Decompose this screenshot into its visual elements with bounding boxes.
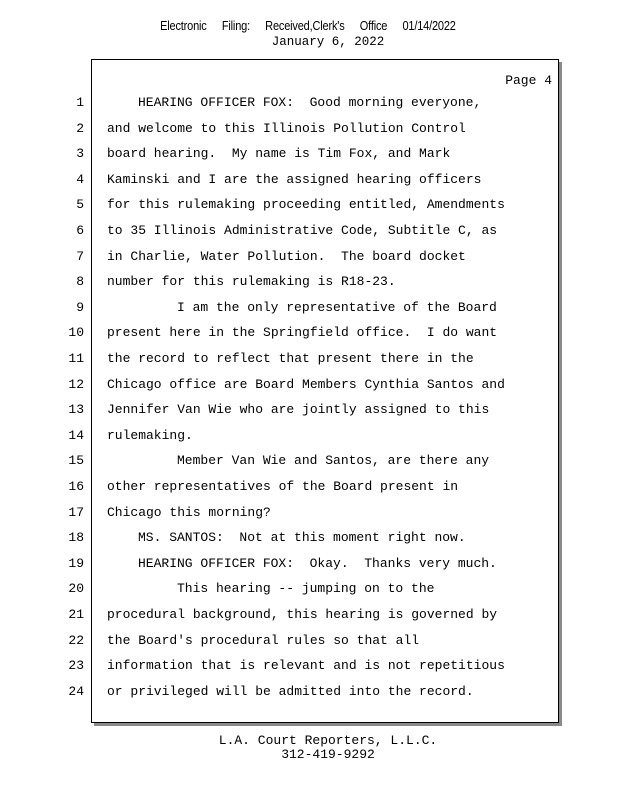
reporter-company: L.A. Court Reporters, L.L.C.	[218, 733, 438, 748]
line-number: 5	[76, 197, 84, 213]
transcript-line	[0, 400, 618, 420]
transcript-line	[0, 426, 618, 446]
line-text: Member Van Wie and Santos, are there any	[177, 453, 490, 469]
line-number: 13	[68, 402, 84, 418]
line-number: 3	[76, 146, 84, 162]
transcript-line	[0, 272, 618, 292]
line-number: 2	[76, 120, 84, 136]
line-text: present here in the Springfield office. I do want	[107, 325, 498, 341]
line-number: 22	[68, 632, 84, 648]
line-text: This hearing -- jumping on to the	[177, 581, 435, 597]
line-number: 9	[76, 299, 84, 315]
transcript-line	[0, 375, 618, 395]
line-number: 21	[68, 607, 84, 622]
line-text: rulemaking.	[107, 427, 193, 443]
line-text: the record to reflect that present there in the	[107, 351, 474, 366]
line-text: Kaminski and I are the assigned hearing officers	[107, 171, 482, 187]
transcript-line	[0, 221, 618, 241]
transcript-line	[0, 119, 618, 139]
transcript-line	[0, 554, 618, 574]
transcript-line	[0, 144, 618, 164]
line-text: in Charlie, Water Pollution. The board docket	[107, 248, 466, 264]
line-text: Chicago this morning?	[107, 504, 271, 520]
transcript-line	[0, 349, 618, 369]
stamp-received: Received,Clerk's	[265, 19, 345, 33]
transcript-line	[0, 247, 618, 267]
transcript-line	[0, 195, 618, 215]
line-text: Jennifer Van Wie who are jointly assigned to this	[107, 402, 490, 418]
line-number: 8	[76, 274, 84, 290]
transcript-line	[0, 298, 618, 318]
transcript-date: January 6, 2022	[271, 35, 385, 49]
line-number: 19	[68, 555, 84, 571]
line-number: 17	[68, 504, 84, 520]
transcript-line	[0, 503, 618, 523]
line-text: information that is relevant and is not repetitious	[107, 658, 505, 674]
line-number: 23	[68, 658, 84, 674]
line-number: 18	[68, 530, 84, 546]
stamp-office: Office	[359, 19, 388, 33]
transcript-line	[0, 631, 618, 651]
line-number: 20	[68, 581, 84, 597]
transcript-line	[0, 477, 618, 497]
line-text: procedural background, this hearing is governed by	[107, 607, 498, 622]
line-number: 10	[68, 325, 84, 341]
line-number: 6	[76, 223, 84, 238]
line-text: MS. SANTOS: Not at this moment right now.	[138, 530, 466, 546]
line-number: 24	[68, 683, 84, 699]
line-text: for this rulemaking proceeding entitled, Amendments	[107, 197, 505, 213]
line-text: number for this rulemaking is R18-23.	[107, 274, 396, 290]
transcript-line	[0, 579, 618, 599]
line-number: 4	[76, 171, 84, 187]
line-text: or privileged will be admitted into the record.	[107, 683, 474, 699]
line-text: I am the only representative of the Board	[177, 299, 497, 315]
line-text: and welcome to this Illinois Pollution Control	[107, 120, 466, 136]
line-number: 15	[68, 453, 84, 469]
transcript-line	[0, 656, 618, 676]
stamp-date: 01/14/2022	[402, 19, 456, 33]
line-number: 1	[76, 95, 84, 110]
line-text: HEARING OFFICER FOX: Good morning everyone,	[138, 95, 482, 110]
transcript-line	[0, 170, 618, 190]
line-number: 14	[68, 427, 84, 443]
page-number: Page 4	[505, 73, 552, 88]
stamp-electronic: Electronic	[160, 19, 207, 33]
transcript-line	[0, 323, 618, 343]
transcript-line	[0, 528, 618, 548]
line-text: to 35 Illinois Administrative Code, Subtitle C, as	[107, 223, 498, 238]
line-text: the Board's procedural rules so that all	[107, 632, 420, 648]
line-number: 11	[68, 351, 84, 366]
line-number: 12	[68, 376, 84, 392]
transcript-line	[0, 93, 618, 113]
transcript-line	[0, 605, 618, 625]
line-number: 16	[68, 479, 84, 494]
stamp-filing: Filing:	[221, 19, 250, 33]
transcript-line	[0, 451, 618, 471]
line-text: other representatives of the Board present in	[107, 479, 459, 494]
transcript-line	[0, 682, 618, 702]
line-text: Chicago office are Board Members Cynthia Santos and	[107, 376, 505, 392]
filing-stamp	[36, 19, 580, 33]
reporter-phone: 312-419-9292	[281, 747, 375, 762]
line-text: board hearing. My name is Tim Fox, and Mark	[107, 146, 451, 162]
line-number: 7	[76, 248, 84, 264]
line-text: HEARING OFFICER FOX: Okay. Thanks very much.	[138, 555, 497, 571]
